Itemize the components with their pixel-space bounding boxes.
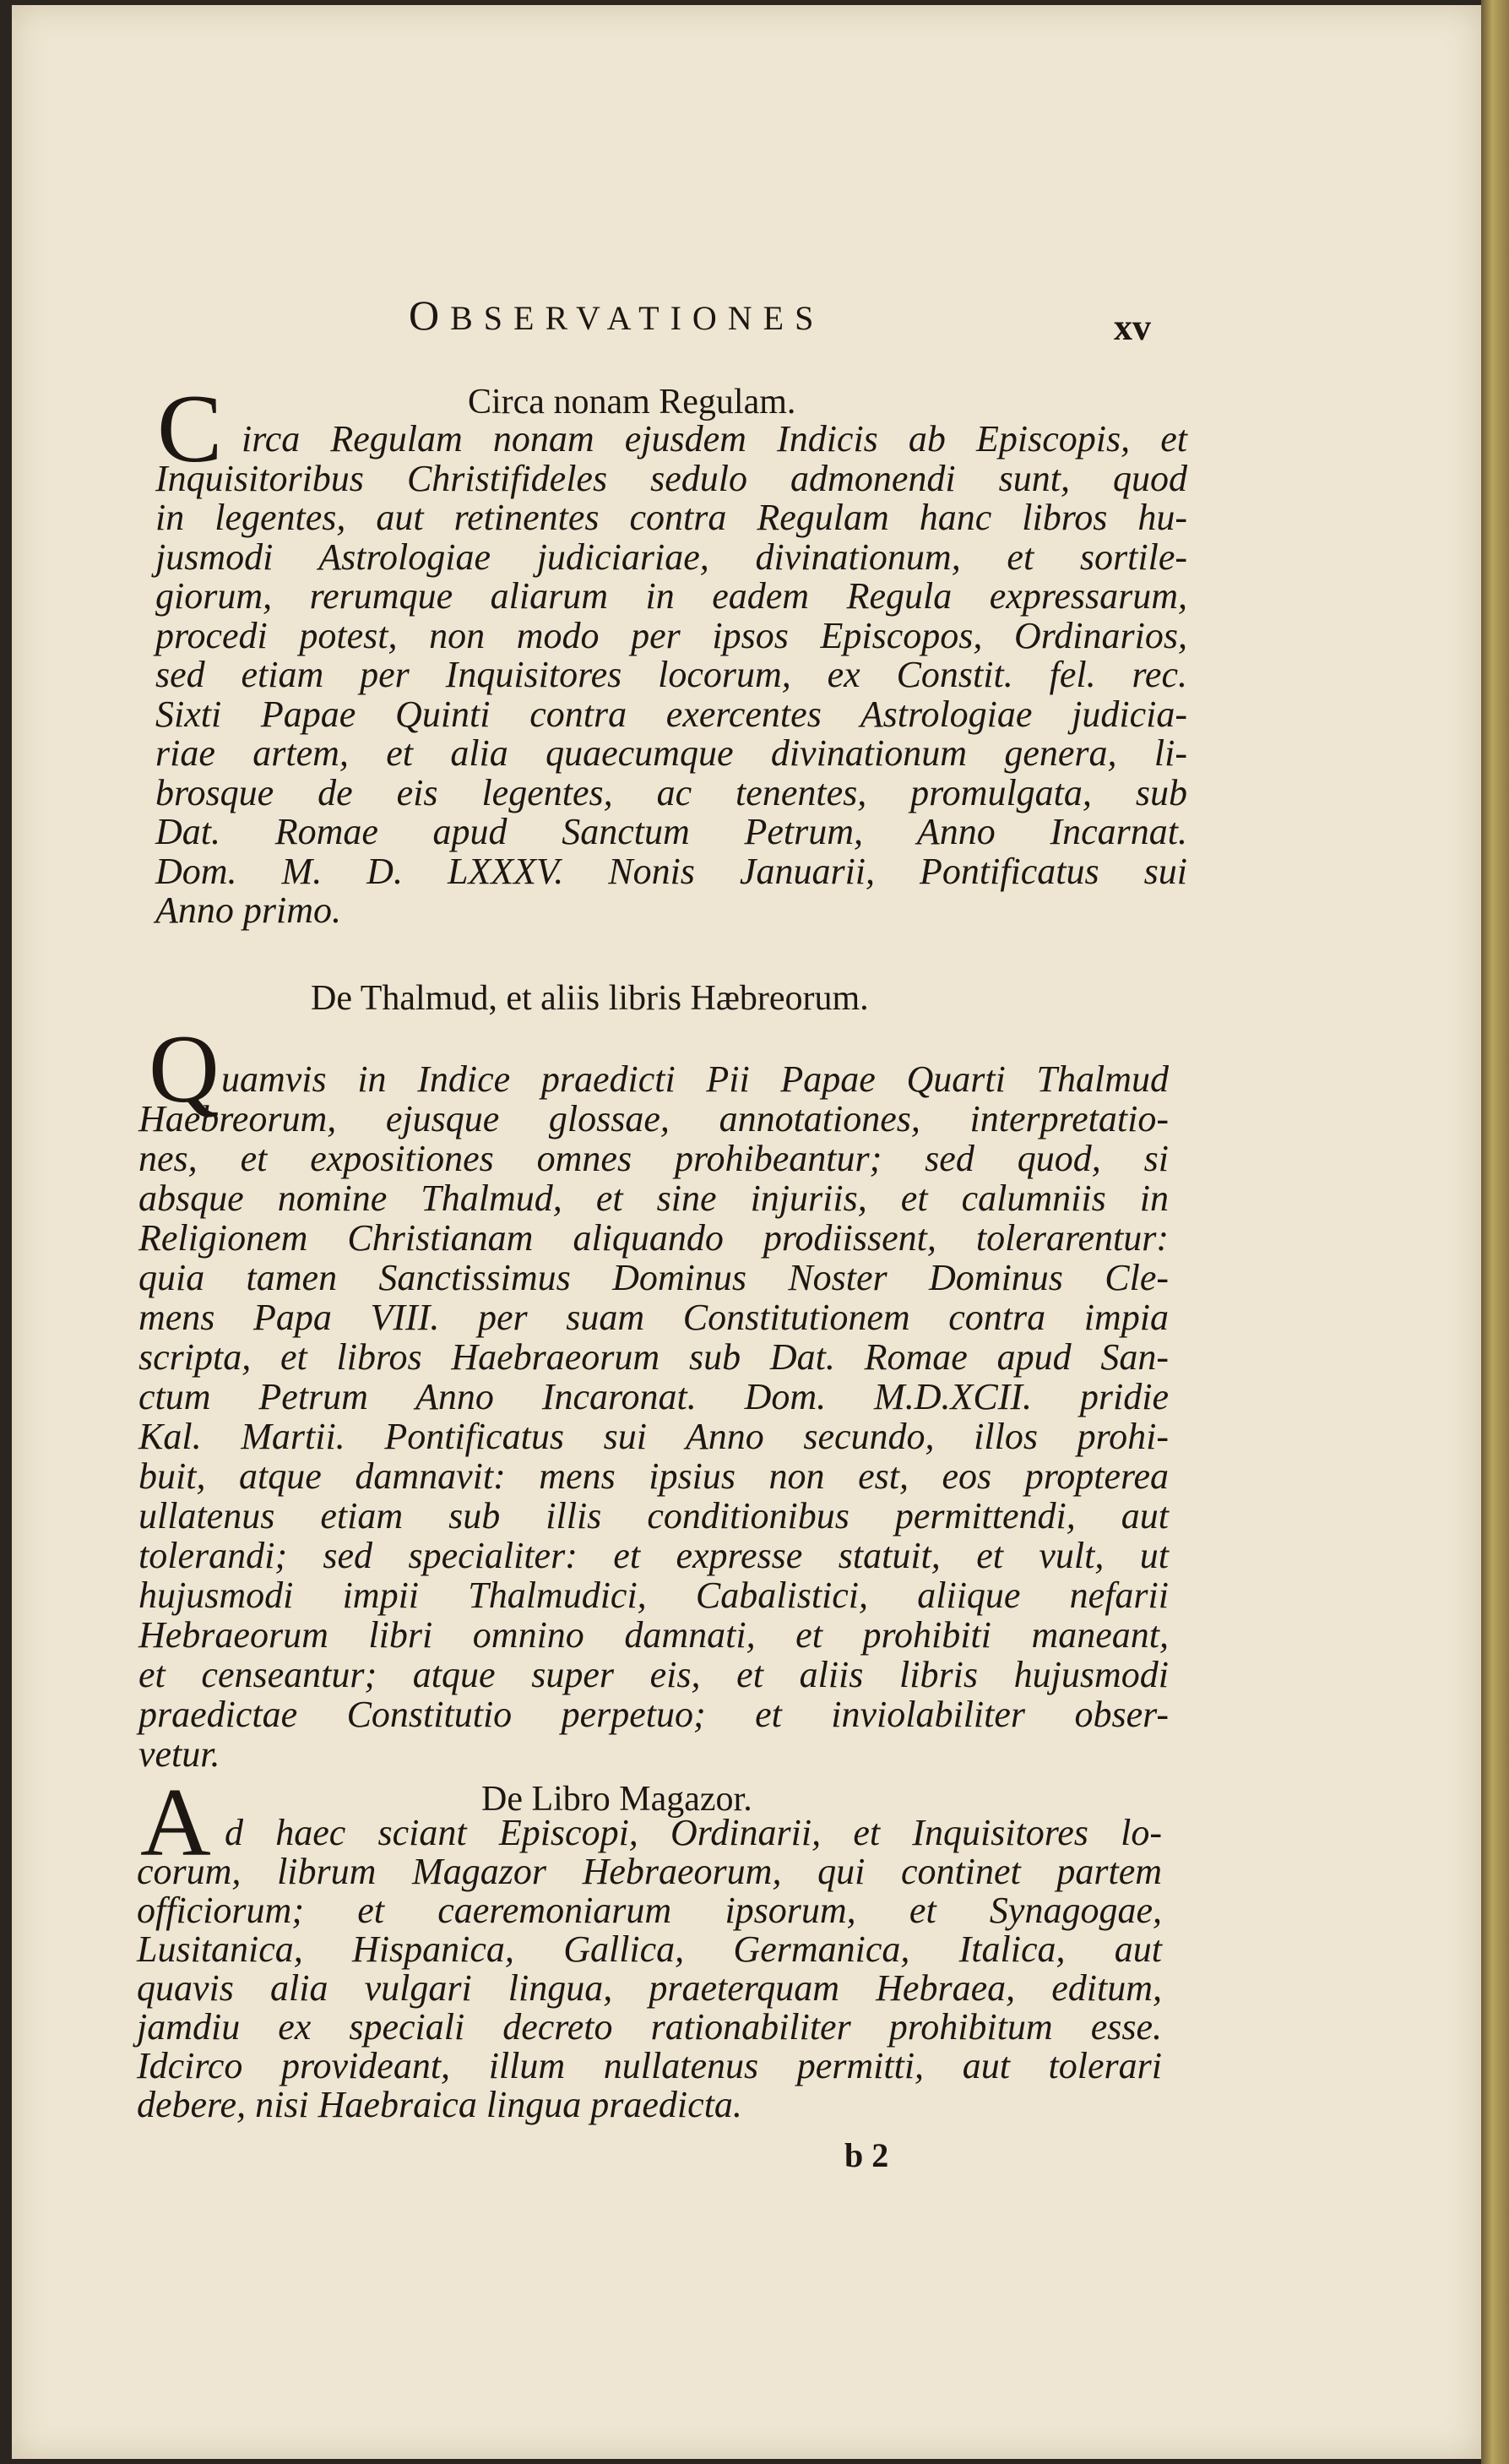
page-edge [1481,0,1509,2464]
text-line: irca Regulam nonam ejusdem Indicis ab Episcopis, et [242,418,1187,460]
running-head [409,291,824,340]
text-line: in legentes, aut retinentes contra Regulam hanc libros hu- [155,497,1187,538]
text-line: mens Papa VIII. per suam Constitutionem contra impia [138,1297,1169,1338]
text-line: officiorum; et caeremoniarum ipsorum, et Synagogae, [137,1890,1162,1931]
dropcap-q: Q [149,1015,220,1123]
text-line: Dat. Romae apud Sanctum Petrum, Anno Incarnat. [155,811,1187,852]
running-head-initial: O [409,291,451,339]
text-line: riae artem, et alia quaecumque divinationum genera, li- [155,732,1187,774]
text-line: Religionem Christianam aliquando prodiissent, tolerarentur: [138,1217,1169,1259]
section-heading-thalmud: De Thalmud, et aliis libris Hæbreorum. [311,979,869,1018]
text-line: d haec sciant Episcopi, Ordinarii, et Inquisitores lo- [225,1812,1162,1853]
text-line: Idcirco provideant, illum nullatenus permitti, aut tolerari [137,2045,1162,2086]
text-line: quavis alia vulgari lingua, praeterquam Hebraea, editum, [137,1967,1162,2009]
book-page [12,5,1481,2459]
text-line: jamdiu ex speciali decreto rationabiliter prohibitum esse. [137,2006,1162,2048]
text-line: uamvis in Indice praedicti Pii Papae Quarti Thalmud [221,1058,1169,1100]
text-line: absque nomine Thalmud, et sine injuriis, et calumniis in [138,1178,1169,1219]
text-line: giorum, rerumque aliarum in eadem Regula expressarum, [155,575,1187,617]
dropcap-c: C [157,375,223,483]
text-line: tolerandi; sed specialiter: et expresse statuit, et vult, ut [138,1535,1169,1576]
text-line: ullatenus etiam sub illis conditionibus permittendi, aut [138,1495,1169,1537]
text-line: ctum Petrum Anno Incaronat. Dom. M.D.XCII. pridie [138,1376,1169,1417]
text-line: buit, atque damnavit: mens ipsius non est, eos propterea [138,1455,1169,1497]
text-line: Anno primo. [155,889,341,931]
text-line: et censeantur; atque super eis, et aliis libris hujusmodi [138,1654,1169,1695]
text-line: Haebreorum, ejusque glossae, annotationes, interpretatio- [138,1098,1169,1140]
text-line: sed etiam per Inquisitores locorum, ex Constit. fel. rec. [155,654,1187,695]
text-line: brosque de eis legentes, ac tenentes, promulgata, sub [155,771,1187,813]
text-line: quia tamen Sanctissimus Dominus Noster Dominus Cle- [138,1257,1169,1298]
text-line: jusmodi Astrologiae judiciariae, divinationum, et sortile- [155,536,1187,578]
text-line: hujusmodi impii Thalmudici, Cabalistici, aliique nefarii [138,1575,1169,1616]
text-line: praedictae Constitutio perpetuo; et inviolabiliter obser- [138,1694,1169,1735]
text-line: nes, et expositiones omnes prohibeantur; sed quod, si [138,1138,1169,1179]
dropcap-a: A [140,1769,211,1877]
running-head-text: BSERVATIONES [450,299,825,337]
text-line: Dom. M. D. LXXXV. Nonis Januarii, Pontificatus sui [155,850,1187,892]
text-line: debere, nisi Haebraica lingua praedicta. [137,2084,742,2125]
section-heading-magazor: De Libro Magazor. [481,1780,752,1819]
text-line: Sixti Papae Quinti contra exercentes Astrologiae judicia- [155,693,1187,735]
text-line: Inquisitoribus Christifideles sedulo admonendi sunt, quod [155,457,1187,499]
section-heading-circa-nonam: Circa nonam Regulam. [468,383,796,422]
text-line: corum, librum Magazor Hebraeorum, qui continet partem [137,1851,1162,1892]
signature-mark: b 2 [844,2136,889,2174]
text-line: Kal. Martii. Pontificatus sui Anno secundo, illos prohi- [138,1416,1169,1457]
text-line: Hebraeorum libri omnino damnati, et prohibiti maneant, [138,1614,1169,1656]
text-line: scripta, et libros Haebraeorum sub Dat. Romae apud San- [138,1336,1169,1378]
page-number: xv [1114,307,1151,348]
text-line: Lusitanica, Hispanica, Gallica, Germanica, Italica, aut [137,1928,1162,1970]
text-line: vetur. [138,1733,220,1775]
text-line: procedi potest, non modo per ipsos Episcopos, Ordinarios, [155,614,1187,656]
